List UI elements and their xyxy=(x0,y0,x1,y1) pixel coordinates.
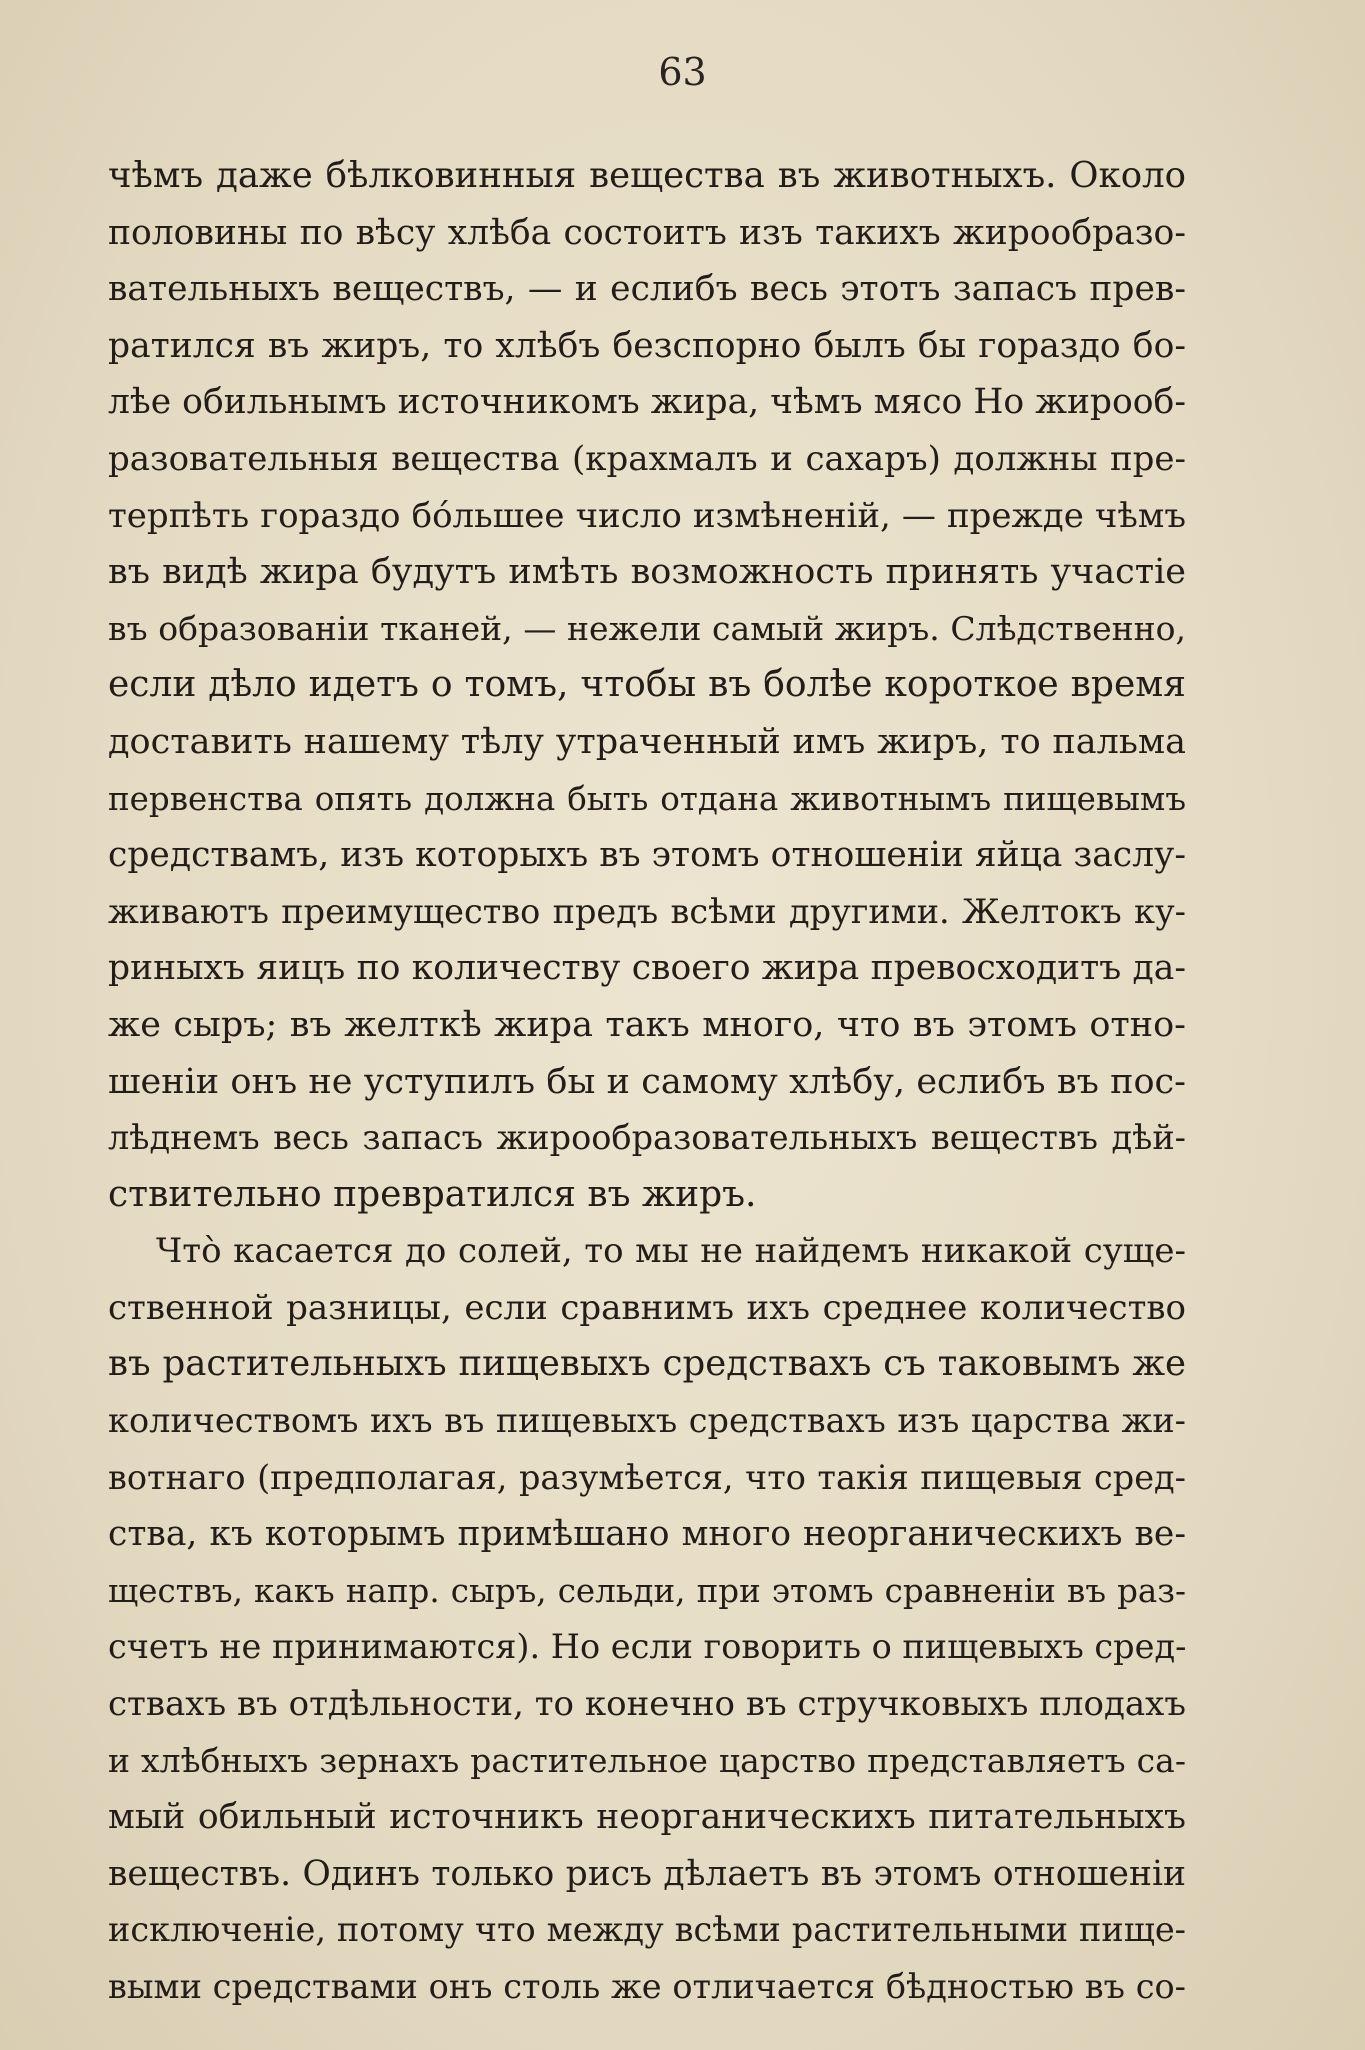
body-text xyxy=(108,148,1186,2016)
text-line: мый обильный источникъ неорганическихъ питательныхъ xyxy=(108,1797,1186,1838)
text-line: выми средствами онъ столь же отличается бѣдностью въ со- xyxy=(108,1967,1186,2006)
text-line: риныхъ яицъ по количеству своего жира превосходитъ да- xyxy=(108,948,1186,989)
text-line: въ образованіи тканей, — нежели самый жиръ. Слѣдственно, xyxy=(108,608,1186,648)
text-line: терпѣть гораздо бóльшее число измѣненій, — прежде чѣмъ xyxy=(108,495,1186,536)
text-line: веществъ. Одинъ только рисъ дѣлаетъ въ этомъ отношеніи xyxy=(108,1853,1186,1894)
text-line: ственной разницы, если сравнимъ ихъ среднее количество xyxy=(108,1287,1186,1328)
text-line: въ видѣ жира будутъ имѣть возможность принять участіе xyxy=(108,552,1186,593)
text-line: живаютъ преимущество предъ всѣми другими. Желтокъ ку- xyxy=(108,891,1186,931)
text-line: разовательныя вещества (крахмалъ и сахаръ) должны пре- xyxy=(108,438,1186,479)
text-line: же сыръ; въ желткѣ жира такъ много, что въ этомъ отно- xyxy=(108,1004,1186,1045)
text-line: лѣе обильнымъ источникомъ жира, чѣмъ мясо Но жирооб- xyxy=(108,382,1186,423)
text-line: исключеніе, потому что между всѣми растительными пище- xyxy=(108,1910,1186,1950)
text-line: Чтò касается до солей, то мы не найдемъ никакой суще- xyxy=(156,1231,1186,1272)
text-line: счетъ не принимаются). Но если говорить о пищевыхъ сред- xyxy=(108,1627,1187,1667)
page-number: 63 xyxy=(658,50,707,94)
text-line: въ растительныхъ пищевыхъ средствахъ съ таковымъ же xyxy=(108,1343,1186,1385)
text-line: вотнаго (предполагая, разумѣется, что такія пищевыя сред- xyxy=(108,1457,1186,1497)
text-line: чѣмъ даже бѣлковинныя вещества въ животныхъ. Около xyxy=(108,155,1186,196)
text-line: доставить нашему тѣлу утраченный имъ жиръ, то пальма xyxy=(108,721,1186,762)
text-line: средствамъ, изъ которыхъ въ этомъ отношеніи яйца заслу- xyxy=(108,835,1186,876)
text-line: половины по вѣсу хлѣба состоитъ изъ такихъ жирообразо- xyxy=(108,212,1186,253)
text-line: ства, къ которымъ примѣшано много неорганическихъ ве- xyxy=(108,1514,1186,1555)
text-line: ратился въ жиръ, то хлѣбъ безспорно былъ бы гораздо бо- xyxy=(108,325,1186,366)
text-line: вательныхъ веществъ, — и еслибъ весь этотъ запасъ прев- xyxy=(108,269,1186,310)
text-line: ствахъ въ отдѣльности, то конечно въ стручковыхъ плодахъ xyxy=(108,1684,1186,1725)
text-line: если дѣло идетъ о томъ, чтобы въ болѣе короткое время xyxy=(108,664,1186,706)
text-line: количествомъ ихъ въ пищевыхъ средствахъ изъ царства жи- xyxy=(108,1401,1186,1441)
text-line: шеніи онъ не уступилъ бы и самому хлѣбу, еслибъ въ пос- xyxy=(108,1061,1186,1102)
text-line: ществъ, какъ напр. сыръ, сельди, при этомъ сравненіи въ раз- xyxy=(108,1571,1186,1610)
text-line: ствительно превратился въ жиръ. xyxy=(108,1173,757,1215)
text-line: и хлѣбныхъ зернахъ растительное царство представляетъ са- xyxy=(108,1740,1186,1780)
text-line: лѣднемъ весь запасъ жирообразовательныхъ веществъ дѣй- xyxy=(108,1118,1186,1158)
text-line: первенства опять должна быть отдана животнымъ пищевымъ xyxy=(108,779,1186,818)
